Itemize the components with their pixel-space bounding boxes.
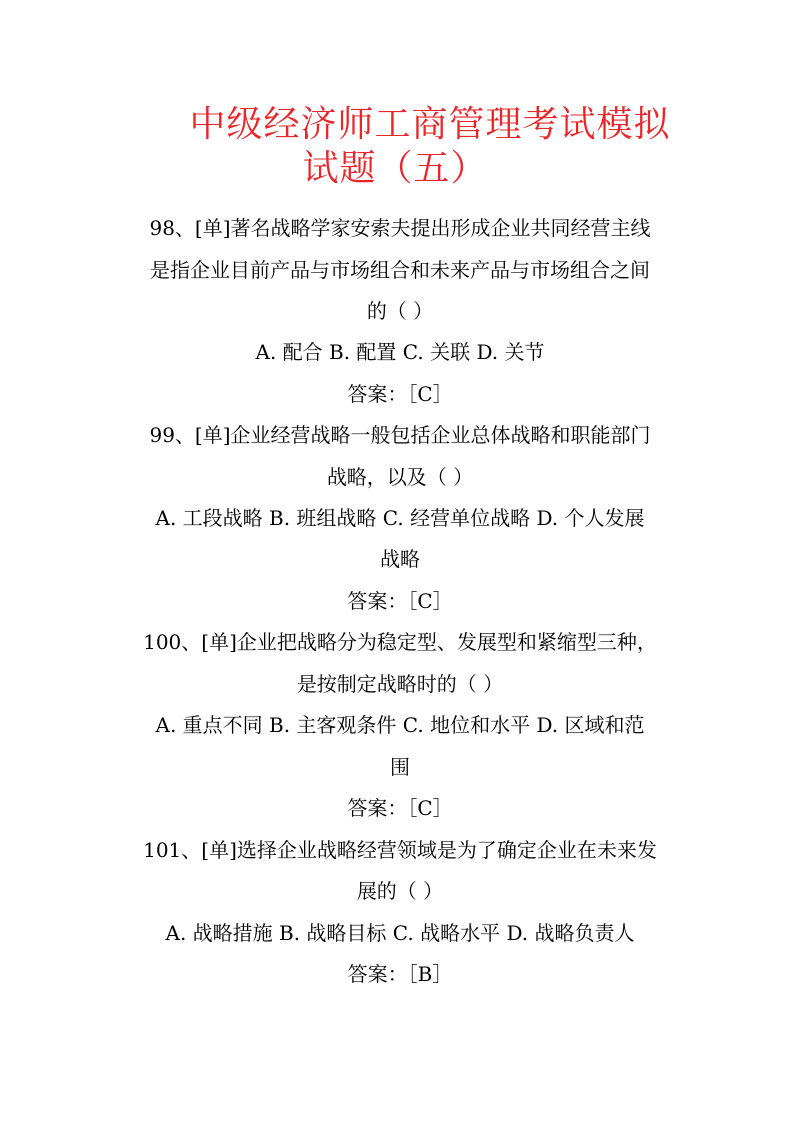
question-101-stem-line-1: 101、[单]选择企业战略经营领域是为了确定企业在未来发 (143, 838, 657, 862)
question-100-stem-line-2: 是按制定战略时的（ ） (296, 672, 504, 696)
question-98-answer: 答案：［C］ (347, 382, 453, 406)
question-101-stem-line-2: 展的（ ） (356, 879, 444, 903)
question-100-stem-line-1: 100、[单]企业把战略分为稳定型、发展型和紧缩型三种， (143, 630, 657, 654)
question-99-options-line-2: 战略 (380, 547, 420, 571)
question-101-answer: 答案：［B］ (347, 962, 453, 986)
question-99-answer: 答案：［C］ (347, 589, 453, 613)
document-title-line-2: 试题（五） (302, 148, 488, 189)
question-98-options: A. 配合 B. 配置 C. 关联 D. 关节 (255, 340, 545, 364)
question-98-stem-line-2: 是指企业目前产品与市场组合和未来产品与市场组合之间 (150, 258, 650, 282)
question-99-stem-line-2: 战略，以及（ ） (326, 465, 474, 489)
question-98-stem-line-3: 的（ ） (366, 299, 434, 323)
question-100-options-line-2: 围 (390, 755, 410, 779)
question-98-stem-line-1: 98、[单]著名战略学家安索夫提出形成企业共同经营主线 (149, 216, 651, 240)
question-100-answer: 答案：［C］ (347, 796, 453, 820)
document-title-line-1: 中级经济师工商管理考试模拟 (189, 104, 671, 145)
question-99-options-line-1: A. 工段战略 B. 班组战略 C. 经营单位战略 D. 个人发展 (155, 506, 645, 530)
question-99-stem-line-1: 99、[单]企业经营战略一般包括企业总体战略和职能部门 (149, 423, 651, 447)
question-101-options: A. 战略措施 B. 战略目标 C. 战略水平 D. 战略负责人 (165, 921, 635, 945)
question-100-options-line-1: A. 重点不同 B. 主客观条件 C. 地位和水平 D. 区域和范 (155, 713, 645, 737)
